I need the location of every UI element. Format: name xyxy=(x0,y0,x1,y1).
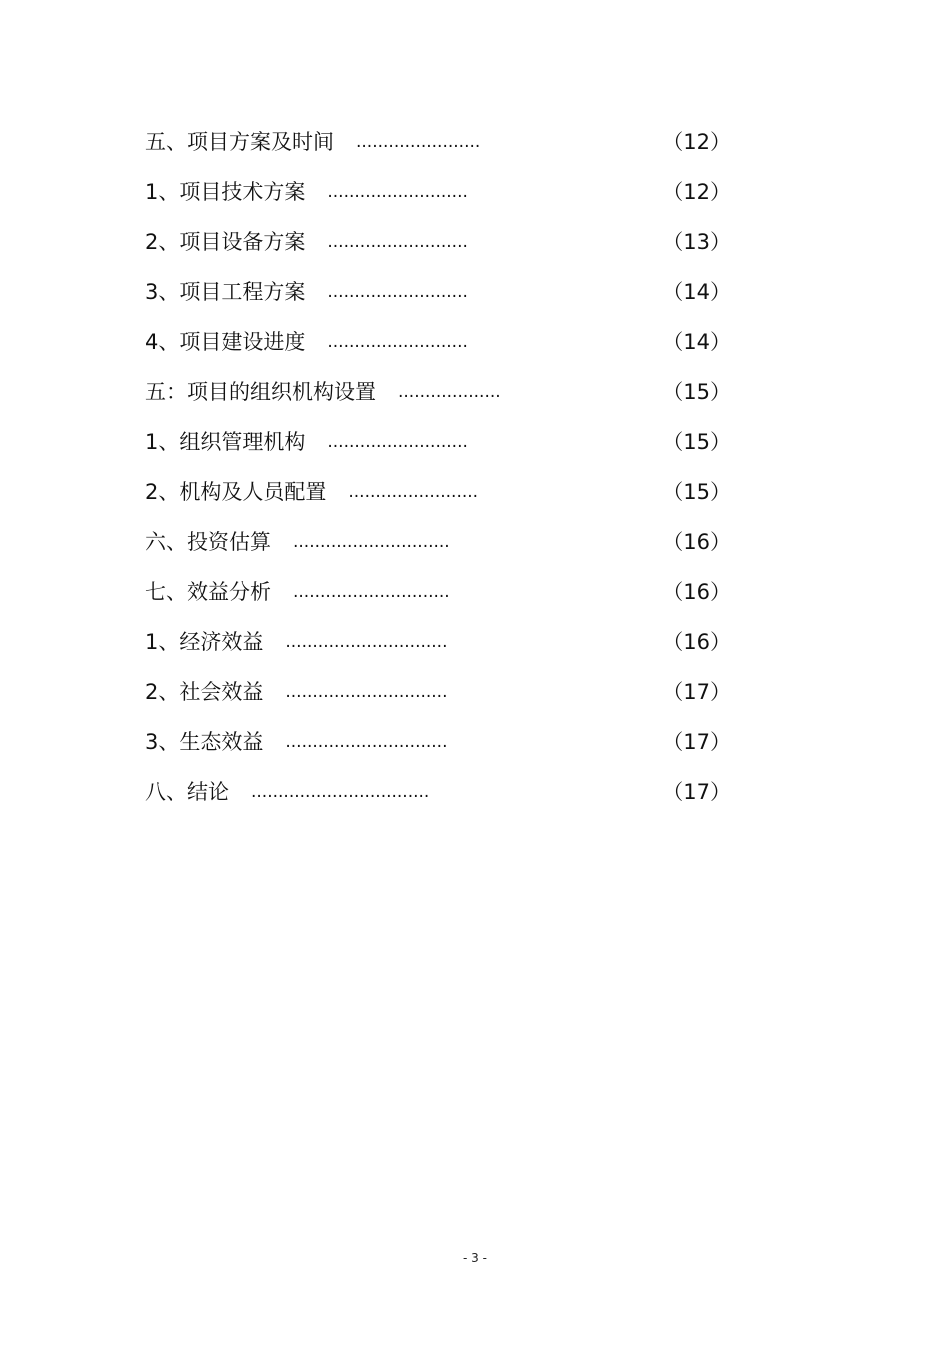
toc-leader-dots: .............................. xyxy=(285,632,448,652)
toc-leader-dots: .......................... xyxy=(327,432,468,452)
toc-page-number: （14） xyxy=(662,280,731,304)
toc-page-number: （17） xyxy=(662,680,731,704)
toc-page-number: （16） xyxy=(662,580,731,604)
toc-page-number: （17） xyxy=(662,730,731,754)
toc-leader-dots: .......................... xyxy=(327,232,468,252)
toc-entry-title: 五、项目方案及时间 xyxy=(145,130,334,154)
toc-entry-title: 2、社会效益 xyxy=(145,680,264,704)
toc-page-number: （15） xyxy=(662,480,731,504)
toc-entry[interactable] xyxy=(145,572,735,622)
toc-entry-title: 七、效益分析 xyxy=(145,580,271,604)
toc-entry[interactable] xyxy=(145,672,735,722)
toc-page-number: （16） xyxy=(662,630,731,654)
toc-leader-dots: ................................. xyxy=(251,782,430,802)
toc-entry-title: 六、投资估算 xyxy=(145,530,271,554)
toc-leader-dots: .............................. xyxy=(285,682,448,702)
toc-leader-dots: ................... xyxy=(398,382,501,402)
toc-leader-dots: ............................. xyxy=(293,582,450,602)
toc-entry[interactable] xyxy=(145,322,735,372)
toc-entry[interactable] xyxy=(145,272,735,322)
toc-page-number: （17） xyxy=(662,780,731,804)
toc-entry[interactable] xyxy=(145,422,735,472)
toc-page-number: （14） xyxy=(662,330,731,354)
toc-entry-title: 1、项目技术方案 xyxy=(145,180,306,204)
toc-page-number: （12） xyxy=(662,130,731,154)
toc-entry[interactable] xyxy=(145,472,735,522)
toc-entry[interactable] xyxy=(145,222,735,272)
toc-leader-dots: ........................ xyxy=(348,482,479,502)
toc-entry-title: 八、结论 xyxy=(145,780,229,804)
toc-entry[interactable] xyxy=(145,772,735,822)
page-number: - 3 - xyxy=(463,1251,487,1265)
toc-leader-dots: ....................... xyxy=(356,132,481,152)
toc-entry[interactable] xyxy=(145,172,735,222)
toc-entry-title: 1、组织管理机构 xyxy=(145,430,306,454)
table-of-contents xyxy=(145,122,735,822)
toc-entry[interactable] xyxy=(145,122,735,172)
toc-entry[interactable] xyxy=(145,622,735,672)
toc-entry-title: 1、经济效益 xyxy=(145,630,264,654)
toc-entry-title: 五：项目的组织机构设置 xyxy=(145,380,376,404)
toc-entry-title: 3、生态效益 xyxy=(145,730,264,754)
toc-entry[interactable] xyxy=(145,372,735,422)
toc-leader-dots: .......................... xyxy=(327,282,468,302)
toc-page-number: （12） xyxy=(662,180,731,204)
toc-entry[interactable] xyxy=(145,722,735,772)
toc-leader-dots: .......................... xyxy=(327,182,468,202)
toc-entry-title: 2、机构及人员配置 xyxy=(145,480,327,504)
toc-page-number: （15） xyxy=(662,430,731,454)
toc-entry-title: 4、项目建设进度 xyxy=(145,330,306,354)
toc-leader-dots: .............................. xyxy=(285,732,448,752)
toc-page-number: （15） xyxy=(662,380,731,404)
toc-entry-title: 2、项目设备方案 xyxy=(145,230,306,254)
toc-page-number: （16） xyxy=(662,530,731,554)
toc-page-number: （13） xyxy=(662,230,731,254)
toc-entry-title: 3、项目工程方案 xyxy=(145,280,306,304)
toc-leader-dots: ............................. xyxy=(293,532,450,552)
toc-entry[interactable] xyxy=(145,522,735,572)
toc-leader-dots: .......................... xyxy=(327,332,468,352)
